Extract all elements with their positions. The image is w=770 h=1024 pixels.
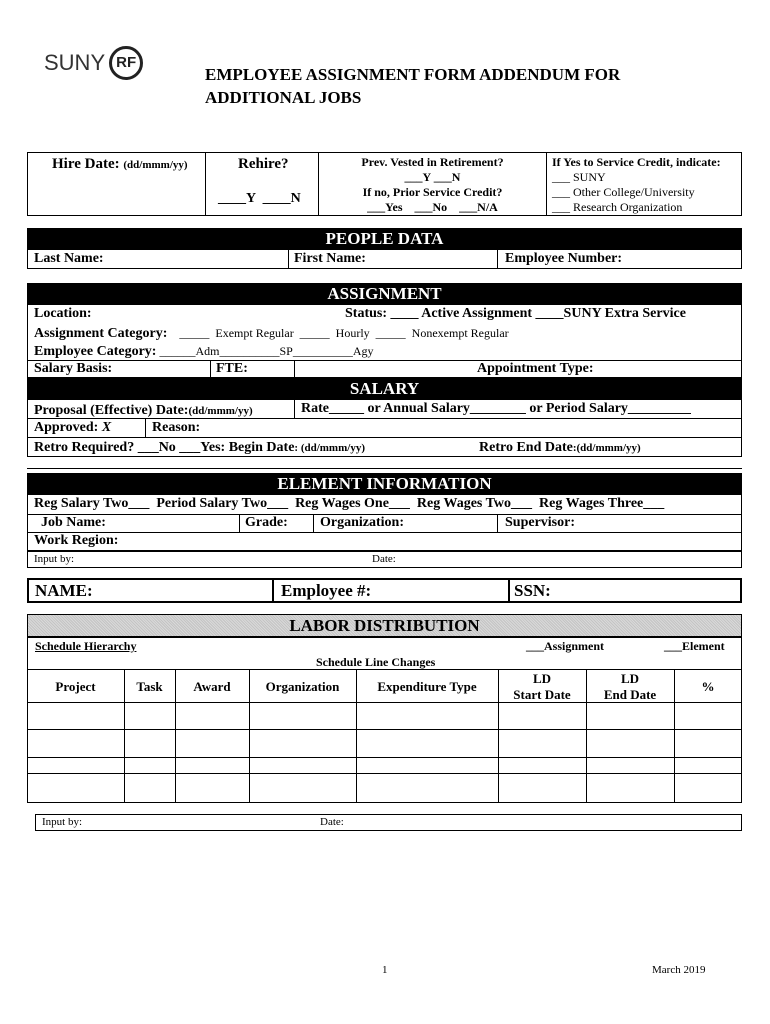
proposal-date-format: (dd/mmm/yy) — [188, 405, 253, 417]
suny-rf-logo — [44, 46, 143, 86]
assignment-category-field[interactable] — [34, 324, 509, 342]
reason-field[interactable]: Reason: — [152, 420, 201, 435]
col-ld-end-date: LD End Date — [603, 671, 657, 702]
last-name-field[interactable]: Last Name: — [34, 251, 104, 266]
retro-begin-format: : (dd/mmm/yy) — [294, 442, 365, 454]
retro-end-format: :(dd/mmm/yy) — [572, 442, 641, 454]
grade-field[interactable]: Grade: — [245, 515, 288, 530]
prior-service-question: If no, Prior Service Credit? — [362, 185, 503, 199]
vested-block — [319, 155, 546, 215]
retro-end-label: Retro End Date — [479, 440, 573, 455]
salary-header: SALARY — [27, 378, 742, 399]
hire-date-label: Hire Date: — [52, 156, 120, 172]
employee-category-label: Employee Category: — [34, 344, 157, 359]
col-percent: % — [701, 679, 715, 694]
retro-end-field[interactable] — [479, 438, 641, 456]
labor-header-title: LABOR DISTRIBUTION — [289, 616, 480, 635]
labor-date-field[interactable]: Date: — [320, 816, 344, 828]
col-organization: Organization — [265, 679, 340, 694]
element-date-field[interactable]: Date: — [372, 553, 396, 565]
element-info-header: ELEMENT INFORMATION — [27, 473, 742, 494]
col-task: Task — [136, 679, 163, 694]
people-data-header: PEOPLE DATA — [27, 228, 742, 249]
service-credit-other[interactable]: ___ Other College/University — [552, 185, 695, 199]
job-name-field[interactable]: Job Name: — [41, 515, 106, 530]
logo-suny: SUNY — [44, 50, 106, 75]
rehire-options[interactable]: ____Y ____N — [218, 191, 301, 206]
proposal-date-label: Proposal (Effective) Date: — [34, 403, 189, 418]
col-award: Award — [193, 679, 231, 694]
supervisor-field[interactable]: Supervisor: — [505, 515, 575, 530]
title-line1: EMPLOYEE ASSIGNMENT FORM ADDENDUM FOR — [205, 65, 621, 84]
proposal-date-field[interactable] — [34, 401, 253, 419]
labor-input-row — [35, 814, 742, 831]
location-field[interactable]: Location: — [34, 306, 92, 321]
vested-options[interactable]: ___Y ___N — [404, 170, 461, 184]
col-ld-start-date: LD Start Date — [513, 671, 571, 702]
name-field[interactable]: NAME: — [35, 581, 93, 600]
ssn-field[interactable]: SSN: — [514, 581, 551, 600]
assignment-option[interactable]: ___Assignment — [526, 639, 605, 653]
element-option[interactable]: ___Element — [664, 639, 725, 653]
rehire-label: Rehire? — [238, 156, 289, 172]
service-credit-suny[interactable]: ___ SUNY — [552, 170, 606, 184]
first-name-field[interactable]: First Name: — [294, 251, 366, 266]
employee-category-options[interactable]: ______Adm__________SP__________Agy — [156, 344, 374, 358]
assignment-category-options[interactable]: _____ Exempt Regular _____ Hourly _____ Nonexempt Regular — [179, 326, 509, 340]
schedule-line-changes-label: Schedule Line Changes — [316, 655, 436, 669]
prior-service-options[interactable]: ___Yes ___No ___N/A — [367, 200, 498, 214]
service-credit-block — [552, 155, 721, 215]
hire-date-field[interactable] — [52, 156, 188, 173]
hire-date-format: (dd/mmm/yy) — [123, 159, 188, 171]
col-project: Project — [55, 679, 96, 694]
element-input-by-field[interactable]: Input by: — [34, 553, 75, 565]
col-expenditure-type: Expenditure Type — [377, 679, 477, 694]
logo-rf: RF — [109, 46, 143, 80]
title-line2: ADDITIONAL JOBS — [205, 88, 362, 107]
element-types-field[interactable]: Reg Salary Two___ Period Salary Two___ Reg Wages One___ Reg Wages Two___ Reg Wages Three___ — [34, 496, 665, 511]
employee-category-field[interactable] — [34, 342, 373, 360]
assignment-category-label: Assignment Category: — [34, 326, 168, 341]
appointment-type-field[interactable]: Appointment Type: — [477, 361, 594, 376]
schedule-hierarchy-label: Schedule Hierarchy — [35, 639, 137, 653]
salary-basis-field[interactable]: Salary Basis: — [34, 361, 113, 376]
identity-row — [27, 578, 742, 603]
people-data-row — [27, 249, 742, 269]
employee-id-field[interactable]: Employee #: — [281, 581, 372, 600]
approved-field[interactable]: Approved: X — [34, 420, 112, 435]
revision-date: March 2019 — [652, 964, 706, 976]
vested-question: Prev. Vested in Retirement? — [361, 155, 504, 169]
assignment-header: ASSIGNMENT — [27, 283, 742, 304]
labor-input-by-field[interactable]: Input by: — [42, 816, 83, 828]
service-credit-question: If Yes to Service Credit, indicate: — [552, 155, 721, 169]
service-credit-research[interactable]: ___ Research Organization — [552, 200, 683, 214]
section-divider — [27, 468, 742, 469]
status-field[interactable]: Status: ____ Active Assignment ____SUNY Extra Service — [345, 306, 686, 321]
fte-field[interactable]: FTE: — [216, 361, 248, 376]
retro-required-field[interactable] — [34, 438, 365, 456]
form-title — [205, 63, 620, 109]
work-region-field[interactable]: Work Region: — [34, 533, 119, 548]
page-number: 1 — [382, 964, 388, 976]
retro-required-label: Retro Required? ___No ___Yes: Begin Date — [34, 440, 295, 455]
employee-number-field[interactable]: Employee Number: — [505, 251, 623, 266]
rate-salary-field[interactable]: Rate_____ or Annual Salary________ or Period Salary_________ — [301, 401, 691, 416]
organization-field[interactable]: Organization: — [320, 515, 404, 530]
